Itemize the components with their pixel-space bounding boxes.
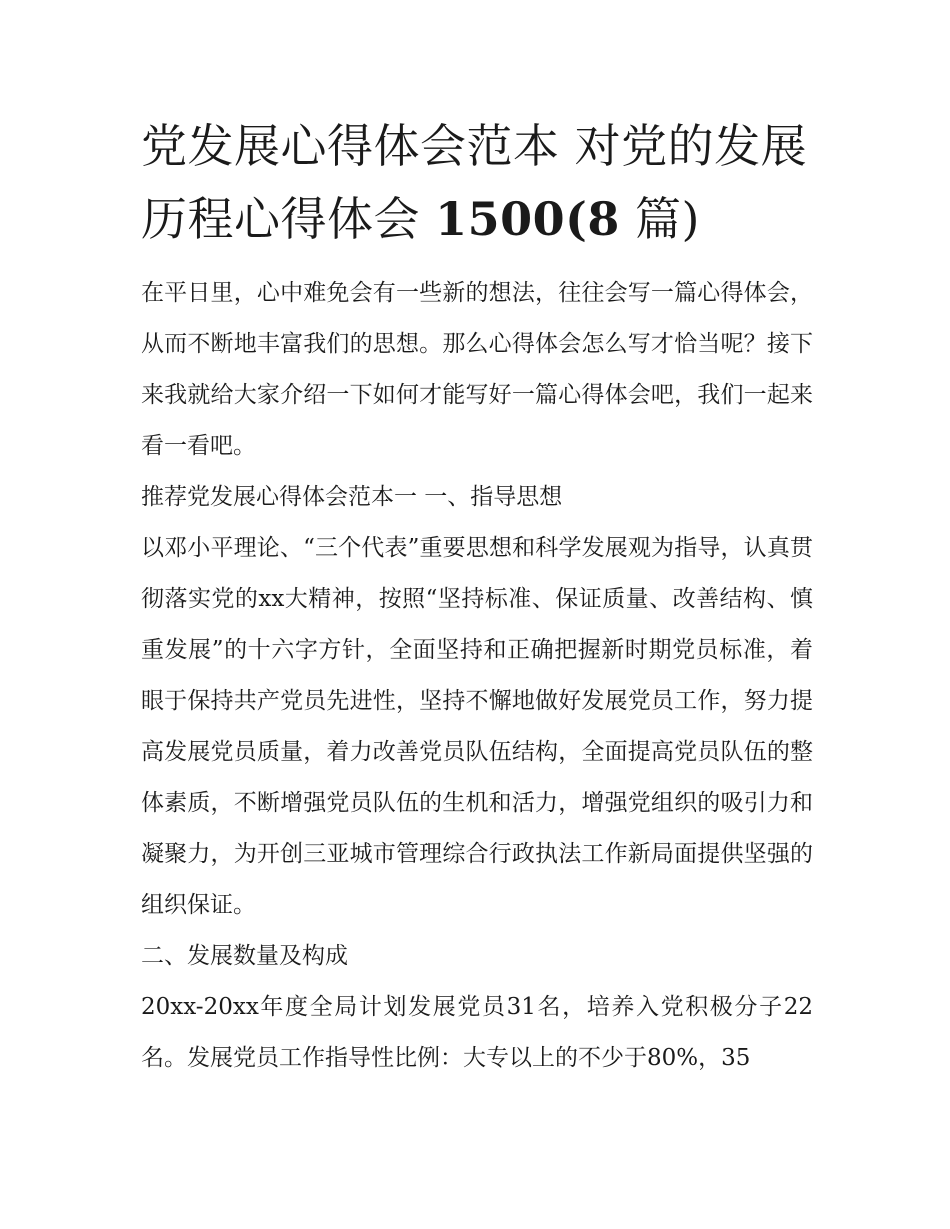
section-heading-quantity-composition: 二、发展数量及构成 xyxy=(141,943,348,969)
document-page xyxy=(141,110,813,1084)
section-heading-guiding-ideology: 推荐党发展心得体会范本一 一、指导思想 xyxy=(141,484,563,510)
title-text-count: 1500(8 xyxy=(435,192,620,246)
document-title xyxy=(141,110,813,256)
title-text-main: 党发展心得体会范本 对党的发展历程心得体会 xyxy=(141,119,808,246)
quantity-composition-paragraph: 20xx-20xx年度全局计划发展党员31名，培养入党积极分子22名。发展党员工作指导性比例：大专以上的不少于80%，35 xyxy=(141,994,813,1071)
document-body xyxy=(141,268,813,1084)
title-text-suffix: 篇) xyxy=(619,192,701,246)
guiding-ideology-paragraph: 以邓小平理论、“三个代表”重要思想和科学发展观为指导，认真贯彻落实党的xx大精神，按照“坚持标准、保证质量、改善结构、慎重发展”的十六字方针，全面坚持和正确把握新时期党员标准，着眼于保持共产党员先进性，坚持不懈地做好发展党员工作，努力提高发展党员质量，着力改善党员队伍结构，全面提高党员队伍的整体素质，不断增强党员队伍的生机和活力，增强党组织的吸引力和凝聚力，为开创三亚城市管理综合行政执法工作新局面提供坚强的组织保证。 xyxy=(141,535,813,918)
intro-paragraph: 在平日里，心中难免会有一些新的想法，往往会写一篇心得体会，从而不断地丰富我们的思想。那么心得体会怎么写才恰当呢？接下来我就给大家介绍一下如何才能写好一篇心得体会吧，我们一起来看一看吧。 xyxy=(141,280,813,459)
